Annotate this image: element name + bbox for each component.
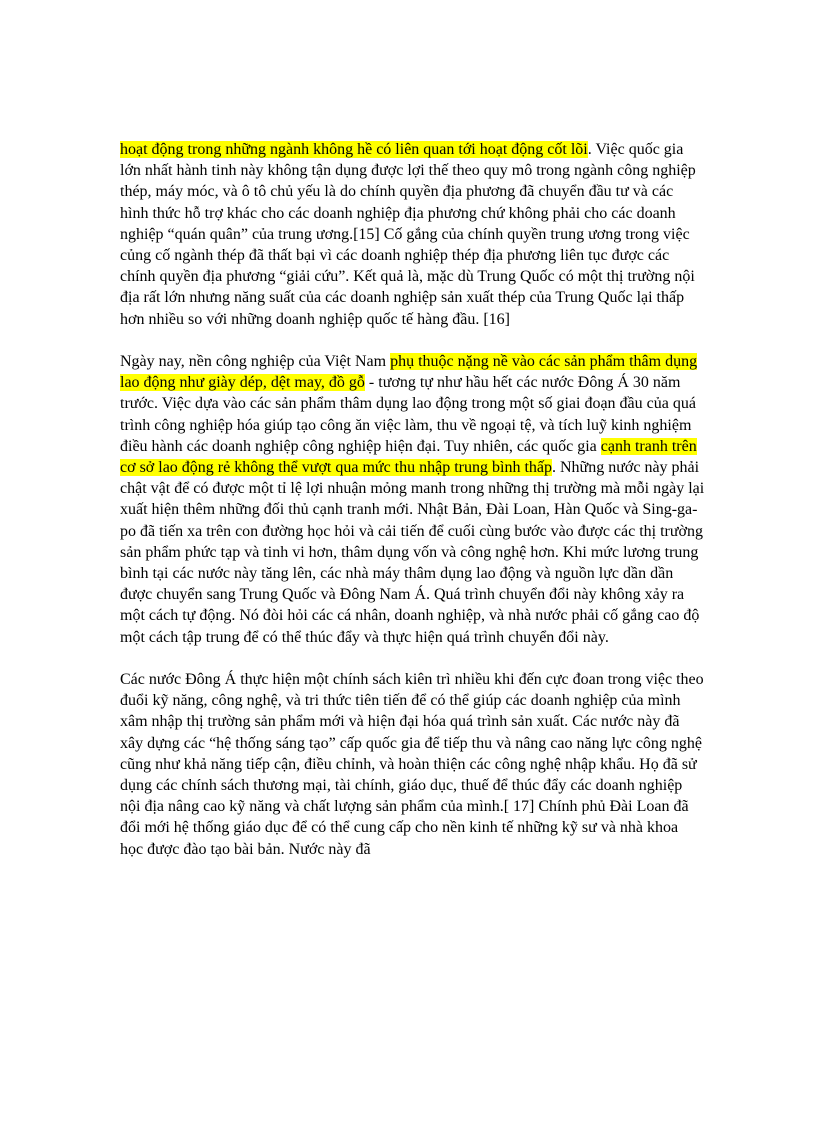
body-text: Các nước Đông Á thực hiện một chính sách kiên trì nhiều khi đến cực đoan trong việc theo đuổi kỹ năng, công nghệ, và tri thức tiên tiến để có thể giúp các doanh nghiệp của mình xâm nhập thị trường sản phẩm mới và hiện đại hóa quá trình sản xuất. Các nước này đã xây dựng các “hệ thống sáng tạo” cấp quốc gia để tiếp thu và nâng cao năng lực công nghệ cũng như khả năng tiếp cận, điều chỉnh, và hoàn thiện các công nghệ nhập khẩu. Họ đã sử dụng các chính sách thương mại, tài chính, giáo dục, thuế để thúc đẩy các doanh nghiệp nội địa nâng cao kỹ năng và chất lượng sản phẩm của mình.[ 17] Chính phủ Đài Loan đã đổi mới hệ thống giáo dục để có thể cung cấp cho nền kinh tế những kỹ sư và nhà khoa học được đào tạo bài bản. Nước này đã: [120, 671, 704, 858]
highlighted-text: cạnh tranh trên cơ sở lao động rẻ không thể vượt qua mức thu nhập trung bình thấp: [120, 437, 697, 477]
highlighted-text: phụ thuộc nặng nề vào các sản phẩm thâm dụng lao động như giày dép, dệt may, đồ gỗ: [120, 353, 698, 392]
body-text: Ngày nay, nền công nghiệp của Việt Nam: [120, 353, 391, 371]
paragraph-2: [120, 351, 705, 648]
body-text: . Việc quốc gia lớn nhất hành tinh này không tận dụng được lợi thế theo quy mô trong ngành công nghiệp thép, máy móc, và ô tô chủ yếu là do chính quyền địa phương đã chuyển đầu tư và các hình thức hỗ trợ khác cho các doanh nghiệp địa phương chứ không phải cho các doanh nghiệp “quán quân” của trung ương.[15] Cố gắng của chính quyền trung ương trong việc củng cố ngành thép đã thất bại vì các doanh nghiệp thép địa phương liên tục được các chính quyền địa phương “giải cứu”. Kết quả là, mặc dù Trung Quốc có một thị trường nội địa rất lớn nhưng năng suất của các doanh nghiệp sản xuất thép của Trung Quốc lại thấp hơn nhiều so với những doanh nghiệp quốc tế hàng đầu. [16]: [120, 141, 696, 328]
body-text: . Những nước này phải chật vật để có được một tỉ lệ lợi nhuận mỏng manh trong những thị trường mà mỗi ngày lại xuất hiện thêm những đối thủ cạnh tranh mới. Nhật Bản, Đài Loan, Hàn Quốc và Sing-ga-po đã tiến xa trên con đường học hỏi và cải tiến để cuối cùng bước vào được các thị trường sản phẩm phức tạp và tinh vi hơn, thâm dụng vốn và công nghệ hơn. Khi mức lương trung bình tại các nước này tăng lên, các nhà máy thâm dụng lao động và nguồn lực dần dần được chuyển sang Trung Quốc và Đông Nam Á. Quá trình chuyển đổi này không xảy ra một cách tự động. Nó đòi hỏi các cá nhân, doanh nghiệp, và nhà nước phải cố gắng cao độ một cách tập trung để có thể thúc đẩy và thực hiện quá trình chuyển đổi này.: [120, 459, 705, 646]
highlighted-text: hoạt động trong những ngành không hề có liên quan tới hoạt động cốt lõi: [120, 141, 588, 158]
document-page: [120, 139, 705, 881]
paragraph-3: [120, 669, 705, 860]
body-text: - tương tự như hầu hết các nước Đông Á 30 năm trước. Việc dựa vào các sản phẩm thâm dụng lao động trong một số giai đoạn đầu của quá trình công nghiệp hóa giúp tạo công ăn việc làm, thu về ngoại tệ, và tích luỹ kinh nghiệm điều hành các doanh nghiệp công nghiệp hiện đại. Tuy nhiên, các quốc gia: [120, 374, 696, 455]
paragraph-1: [120, 139, 705, 330]
